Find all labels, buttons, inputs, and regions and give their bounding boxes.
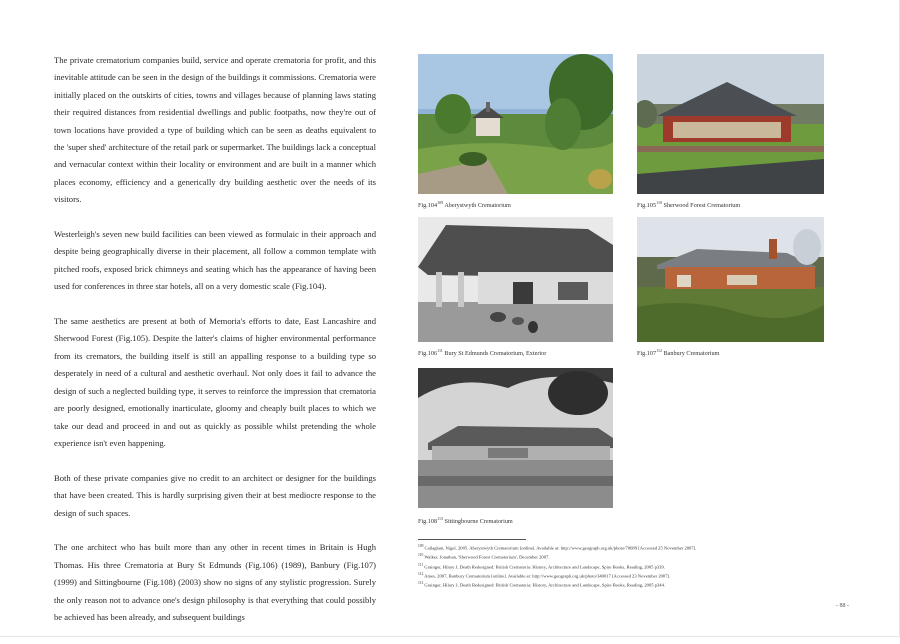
footnote: $^{109}$ Callaghan, Nigel, 2005. Aberystwyth Crematorium [online]. Available at: http://www.geograph.org.uk/photo/70689 [Accessed 25 November 2007].: [418, 544, 697, 551]
sherwood-forest-photo: [637, 54, 824, 194]
paragraph: The private crematorium companies build, service and operate crematoria for profit, and this inevitable attitude can be seen in the design of the buildings it commissions. Crematoria were initially placed on the outskirts of cities, towns and villages because of planning laws stating their required distances from residential dwellings and public footpaths, now they're out of town locations have provided a type of building which can be seen as deaths equivalent to the 'super shed' architecture of the retail park or supermarket. The buildings lack a conceptual and vernacular context within their locality or environment and are built in a manner which places economy, efficiency and a generically dry building aesthetic over the needs of its visitors.: [54, 55, 376, 205]
footnotes: [418, 543, 848, 590]
figure-bury-st-edmunds: [418, 217, 613, 358]
figure-caption: Fig.107$^{112}$ Banbury Crematorium: [637, 348, 720, 358]
footnote: $^{111}$ Grainger, Hilary J, Death Redesigned: British Crematoria: History, Architecture and Landscape, Spire Books, Reading, 2005 p339.: [418, 562, 665, 570]
figure-aberystwyth: [418, 54, 613, 210]
paragraph: Both of these private companies give no credit to an architect or designer for the buildings that have been created. This is hardly surprising given their at best mediocre response to the design of such spaces.: [54, 472, 376, 518]
footnote: $^{112}$ Ames, 2007, Banbury Crematorium [online]. Available at: http://www.geograph.org.uk/photo/340017 [Accessed 23 November 2007].: [418, 571, 671, 579]
bury-st-edmunds-photo: [418, 217, 613, 342]
aberystwyth-photo: [418, 54, 613, 194]
figure-sherwood-forest: [637, 54, 824, 210]
page-number: - 88 -: [836, 603, 849, 609]
banbury-photo: [637, 217, 824, 342]
footnote: $^{113}$ Grainger, Hilary J, Death Redesigned: British Crematoria: History, Architecture and Landscape, Spire Books, Reading, 2005 p344.: [418, 581, 666, 588]
paragraph: The one architect who has built more than any other in recent times in Britain is Hugh Thomas. His three Crematoria at Bury St Edmunds (Fig.106) (1989), Banbury (Fig.107) (1999) and Sittingbourne (Fig.108) (2003) show no signs of any stylistic progression. Surely the only reason not to advance one's design philosophy is that everything that could possibly be achieved has been already, and subsequent buildings: [54, 542, 376, 622]
body-text: [54, 52, 376, 644]
sittingbourne-photo: [418, 368, 613, 508]
footnote: $^{110}$ Walker, Jonathan, 'Sherwood Forest Crematorium', December 2007.: [418, 553, 550, 560]
figure-caption: Fig.108$^{113}$ Sittingbourne Crematorium: [418, 516, 513, 526]
paragraph: The same aesthetics are present at both of Memoria's efforts to date, East Lancashire and Sherwood Forest (Fig.105). Despite the latter's claims of higher environmental performance from its cremators, the building itself is still an appalling response to a building type so desperately in need of a cultural and aesthetic overhaul. Not only does it fail to advance the design of such a neglected building type, it serves to reinforce the impression that crematoria are poorly designed, emotionally inarticulate, gloomy and cheaply built places to which we take our dead and proceed in and out as quickly as possible whilst pretending the whole experience isn't even happening.: [54, 316, 376, 448]
figure-caption: Fig.105$^{110}$ Sherwood Forest Crematorium: [637, 200, 741, 210]
footnote-divider: [418, 539, 526, 540]
figure-caption: Fig.106$^{111}$ Bury St Edmunds Crematorium, Exterior: [418, 348, 547, 358]
figure-caption: Fig.104$^{109}$ Aberystwyth Crematorium: [418, 200, 511, 210]
paragraph: Westerleigh's seven new build facilities can been viewed as formulaic in their approach and despite being geographically diverse in their placement, all follow a common template with pitched roofs, exposed brick chimneys and seating which has the appearance of having been used for conferences in three star hotels, all on a very domestic scale (Fig.104).: [54, 229, 376, 292]
figure-banbury: [637, 217, 824, 358]
figure-sittingbourne: [418, 368, 613, 526]
